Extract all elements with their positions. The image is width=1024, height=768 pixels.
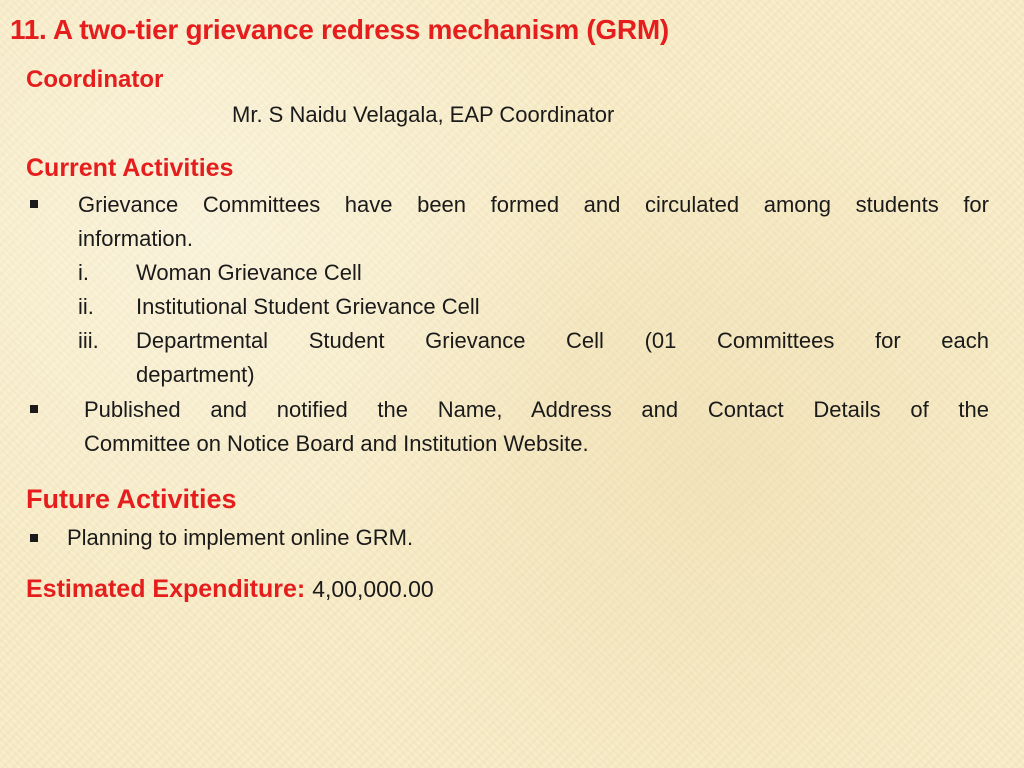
future-activities-heading: Future Activities (26, 484, 237, 514)
list-item-text: Institutional Student Grievance Cell (136, 294, 480, 319)
coordinator-name: Mr. S Naidu Velagala, EAP Coordinator (232, 102, 615, 127)
bullet-text-line: Committee on Notice Board and Institution Website. (84, 431, 589, 456)
expenditure-value: 4,00,000.00 (312, 576, 434, 602)
slide-title: 11. A two-tier grievance redress mechanism (GRM) (10, 14, 669, 45)
expenditure-line (26, 575, 434, 604)
coordinator-heading: Coordinator (26, 66, 164, 93)
bullet-marker (30, 534, 38, 542)
list-numeral: iii. (78, 328, 99, 353)
bullet-marker (30, 405, 38, 413)
future-bullet-text: Planning to implement online GRM. (67, 525, 414, 550)
current-activities-heading: Current Activities (26, 154, 234, 182)
list-item-text: Woman Grievance Cell (136, 260, 362, 285)
list-numeral: ii. (78, 294, 94, 319)
list-numeral: i. (78, 260, 89, 285)
bullet-text-line: Grievance Committees have been formed and circulated among students for (78, 192, 989, 217)
bullet-text-line: Published and notified the Name, Address and Contact Details of the (84, 397, 989, 422)
list-item-text: department) (136, 362, 255, 387)
list-item-text: Departmental Student Grievance Cell (01 Committees for each (136, 328, 989, 353)
bullet-text-line: information. (78, 226, 193, 251)
expenditure-label: Estimated Expenditure: (26, 575, 306, 603)
bullet-marker (30, 200, 38, 208)
